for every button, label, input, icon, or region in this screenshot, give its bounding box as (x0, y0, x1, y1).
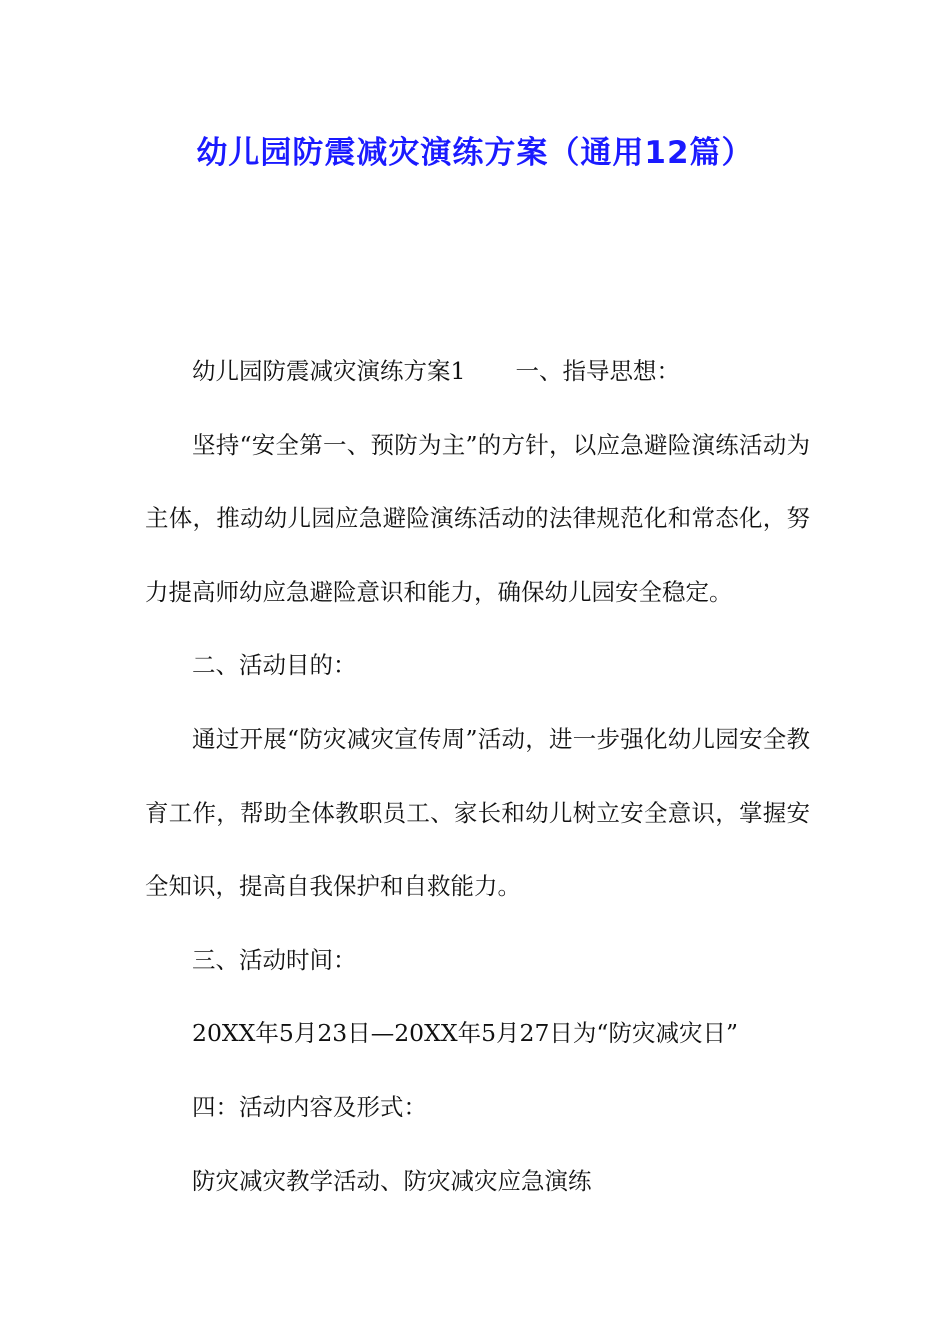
heading-activity-content: 四：活动内容及形式： (192, 1092, 427, 1121)
heading-activity-time: 三、活动时间： (192, 945, 357, 974)
heading-guiding-thought: 一、指导思想： (515, 357, 680, 385)
paragraph-guiding-thought: 坚持“安全第一、预防为主”的方针，以应急避险演练活动为主体，推动幼儿园应急避险演练活动的法律规范化和常态化，努力提高师幼应急避险意识和能力，确保幼儿园安全稳定。 (145, 430, 810, 606)
section-heading-row (145, 335, 810, 409)
document-title: 幼儿园防震减灾演练方案（通用12篇） (196, 135, 754, 171)
document-body (145, 335, 810, 1218)
paragraph-activity-content: 防灾减灾教学活动、防灾减灾应急演练 (192, 1166, 592, 1195)
paragraph-activity-time: 20XX年5月23日—20XX年5月27日为“防灾减灾日” (192, 1019, 738, 1048)
section-label: 幼儿园防震减灾演练方案1 (192, 357, 466, 385)
paragraph-activity-goal: 通过开展“防灾减灾宣传周”活动，进一步强化幼儿园安全教育工作，帮助全体教职员工、家长和幼儿树立安全意识，掌握安全知识，提高自我保护和自救能力。 (145, 724, 810, 901)
heading-activity-goal: 二、活动目的： (192, 651, 357, 680)
